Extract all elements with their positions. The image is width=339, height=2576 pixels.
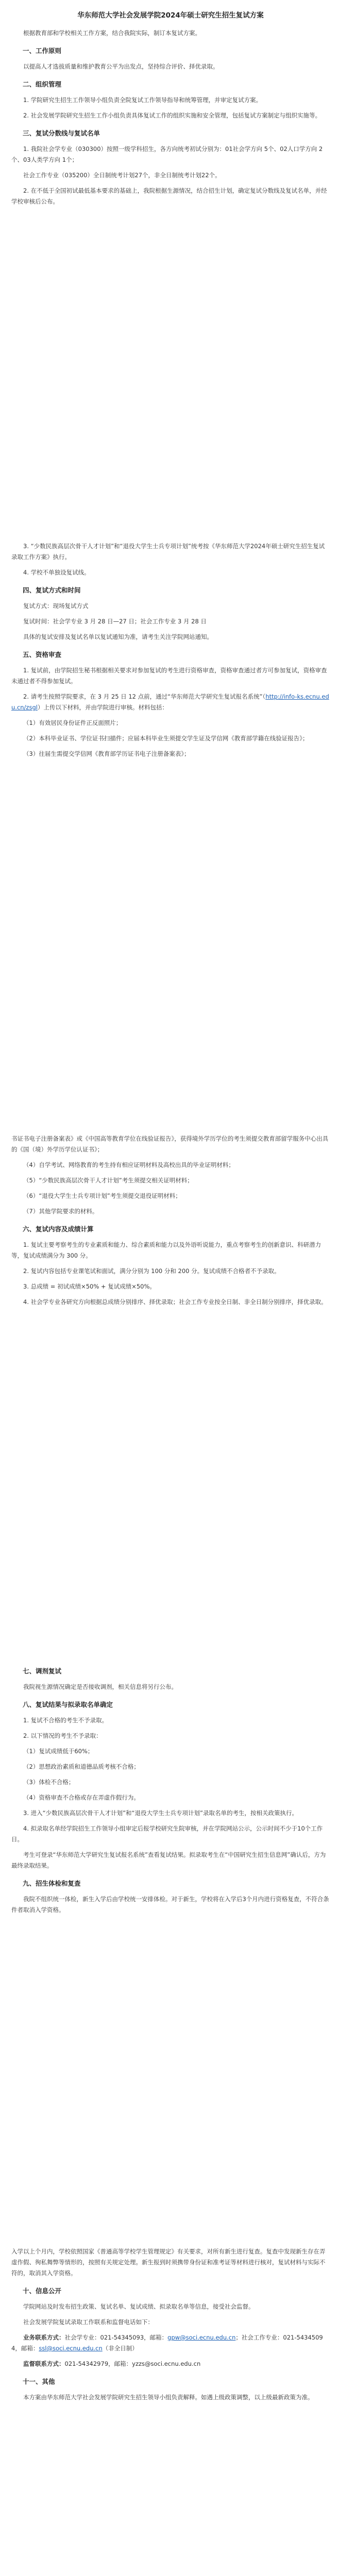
registration-system-link[interactable]: http://info-ks.ecnu.edu.cn/zsgl (11, 693, 329, 711)
paragraph: 考生可登录“华东师范大学研究生复试报名系统”查看复试结果。拟录取考生在“中国研究生招生信息网”确认后，方为最终录取结果。 (11, 1851, 326, 1869)
segment-disclosure (0, 2246, 339, 2576)
paragraph: 1. 学院研究生招生工作领导小组负责全院复试工作领导指导和统筹管理，并审定复试方案。 (23, 96, 262, 104)
section-heading-results: 八、复试结果与拟录取名单确定 (23, 1701, 113, 1708)
page-title: 华东师范大学社会发展学院2024年硕士研究生招生复试方案 (77, 11, 264, 20)
intro-paragraph: 根据教育部和学校相关工作方案，结合我院实际，制订本复试方案。 (23, 29, 201, 37)
paragraph: 4. 学校不单独设复试线。 (23, 569, 90, 576)
supervise-paragraph (11, 2359, 330, 2369)
contact-email-link-2[interactable]: ssl@soci.ecnu.edu.cn (39, 2345, 103, 2352)
section-heading-format-time: 四、复试方式和时间 (23, 586, 81, 594)
paragraph: 3. 进入“少数民族高层次骨干人才计划”和“退役大学生士兵专项计划”录取名单的考生，按相关政策执行。 (23, 1809, 298, 1817)
paragraph: 4. 社会学专业各研究方向根据总成绩分别排序、择优录取；社会工作专业按全日制、非全日制分别排序，择优录取。 (23, 1298, 327, 1306)
paragraph: 社会发展学院复试录取工作联系和监督电话如下： (23, 2318, 154, 2326)
segment-results (0, 1659, 339, 2030)
paragraph: 社会工作专业（035200）全日制统考计划27个，非全日制统考计划22个。 (23, 172, 221, 179)
paragraph: （2）思想政治素质和道德品质考核不合格； (23, 1763, 140, 1770)
paragraph: （3）体检不合格； (23, 1778, 75, 1786)
text: ）上传以下材料，并由学院进行审核。材料包括： (37, 704, 168, 711)
paragraph: 我院视生源情况确定是否接收调剂，相关信息将另行公布。 (23, 1683, 177, 1690)
paragraph: 书证书电子注册备案表》或《中国高等教育学位在线验证报告》，获得境外学历学位的考生须提交教育部留学服务中心出具的《国（境）外学历学位认证书》； (11, 1135, 329, 1153)
paragraph: 复试方式：现场复试方式 (23, 602, 89, 609)
section-heading-other: 十一、其他 (23, 2378, 55, 2385)
paragraph: 1. 复试主要考察考生的专业素质和能力、综合素质和能力以及外语听说能力，重点考察考生的创新意识、科研潜力等，复试成绩满分为 300 分。 (11, 1241, 321, 1259)
segment-content-and-score (0, 1133, 339, 1443)
paragraph: （4）资格审查不合格或存在弄虚作假行为。 (23, 1794, 140, 1801)
segment-intro (0, 9, 339, 298)
paragraph: 3. 总成绩 = 初试成绩×50% + 复试成绩×50%。 (23, 1283, 156, 1290)
paragraph: 复试时间：社会学专业 3 月 28 日—27 日；社会工作专业 3 月 28 日 (23, 618, 207, 625)
supervise-label: 监督联系方式： (23, 2360, 65, 2367)
paragraph: 2. 以下情况的考生不予录取： (23, 1732, 102, 1739)
section-heading-organization: 二、组织管理 (23, 80, 62, 88)
paragraph: 我院不组织统一体检，新生入学后由学校统一安排体检。对于新生，学校将在入学后3个月内进行资格复查，不符合条件者取消入学资格。 (11, 1895, 329, 1913)
paragraph: （4）自学考试、网络教育的考生持有相应证明材料及高校出具的毕业证明材料； (23, 1161, 234, 1168)
contact-label: 业务联系方式： (23, 2334, 65, 2341)
paragraph: 本方案由华东师范大学社会发展学院研究生招生领导小组负责解释。如遇上级政策调整，以上级最新政策为准。 (23, 2394, 314, 2401)
contact-text: 社会学专业：021-54345093，邮箱： (64, 2334, 168, 2341)
paragraph: （6）“退役大学生士兵专项计划”考生须提交退役证明材料； (23, 1192, 181, 1199)
contact-text: ；社会工作专业：021-54345094，邮箱： (11, 2334, 323, 2352)
section-heading-qualification: 五、资格审查 (23, 651, 62, 658)
supervise-text: 021-54342979，邮箱：yzzs@soci.ecnu.edu.cn (64, 2360, 201, 2367)
section-heading-disclosure: 十、信息公开 (23, 2287, 62, 2295)
paragraph: （1）复试成绩低于60%； (23, 1748, 94, 1755)
paragraph: 3. “少数民族高层次骨干人才计划”和“退役大学生士兵专项计划”统考按《华东师范大学2024年硕士研究生招生复试录取工作方案》执行。 (11, 543, 325, 561)
section-heading-content: 六、复试内容及成绩计算 (23, 1225, 94, 1233)
contact-email-link[interactable]: gpw@soci.ecnu.edu.cn (167, 2334, 236, 2341)
paragraph: （5）“少数民族高层次骨干人才计划”考生须提交相关证明材料； (23, 1177, 193, 1184)
text: 2. 请考生按照学院要求，在 3 月 25 日 12 点前，通过“华东师范大学研究生复试报名系统”（ (23, 693, 266, 700)
paragraph: 2. 在不低于全国初试最低基本要求的基础上，我院根据生源情况，结合招生计划，确定复试分数线及复试名单，并经学校审核后公布。 (11, 187, 327, 205)
paragraph: 4. 拟录取名单经学院招生工作领导小组审定后报学校研究生院审核，并在学院网站公示，公示时间不少于10个工作日。 (11, 1825, 323, 1843)
paragraph: 1. 我院社会学专业（030300）按照一级学科招生，各方向统考初试分别为：01社会学方向 5个、02人口学方向 2个、03人类学方向 1个； (11, 145, 323, 163)
paragraph: 2. 复试内容包括专业课笔试和面试，满分分别为 100 分和 200 分。复试成绩不合格者不予录取。 (23, 1267, 280, 1275)
paragraph: 2. 社会发展学院研究生招生工作小组负责具体复试工作的组织实施和安全管理，包括复试方案制定与组织实施等。 (23, 112, 321, 119)
paragraph: 具体的复试安排及复试名单以复试通知为准，请考生关注学院网站通知。 (23, 633, 213, 640)
paragraph: 学院网站及时发布招生政策、复试名单、复试成绩、拟录取名单等信息，接受社会监督。 (23, 2303, 255, 2310)
paragraph: （3）往届生需提交学信网《教育部学历证书电子注册备案表》； (23, 750, 190, 757)
contact-text: （非全日制） (102, 2345, 138, 2352)
paragraph: 以提高人才选拔质量和维护教育公平为出发点，坚持综合评价、择优录取。 (23, 63, 219, 70)
paragraph-with-link (11, 691, 330, 713)
segment-format-and-review (0, 541, 339, 871)
section-heading-health-check: 九、招生体检和复查 (23, 1879, 81, 1887)
paragraph: 1. 复试前，由学院招生秘书根据相关要求对参加复试的考生进行资格审查，资格审查通过者方可参加复试，资格审查未通过者不得参加复试。 (11, 667, 327, 685)
paragraph: （7）其他学院要求的材料。 (23, 1208, 98, 1215)
section-heading-adjustment: 七、调剂复试 (23, 1667, 62, 1675)
section-heading-score-line: 三、复试分数线与复试名单 (23, 129, 100, 137)
contact-paragraph (11, 2332, 330, 2354)
paragraph: （1）有效居民身份证件正反面照片； (23, 719, 122, 726)
paragraph: 1. 复试不合格的考生不予录取。 (23, 1717, 108, 1724)
section-heading-principles: 一、工作原则 (23, 47, 62, 55)
paragraph: 入学以上个月内，学校依照国家《普通高等学校学生管理规定》有关要求，对所有新生进行复查。复查中发现新生存在弄虚作假、徇私舞弊等情形的，按照有关规定处理。新生报到时须携带身份证和准考证等材料进行核对，复试材料与实际不符的，取消其入学资格。 (11, 2248, 326, 2277)
paragraph: （2）本科毕业证书、学位证书扫描件；应届本科毕业生须提交学生证及学信网《教育部学籍在线验证报告》； (23, 735, 309, 742)
